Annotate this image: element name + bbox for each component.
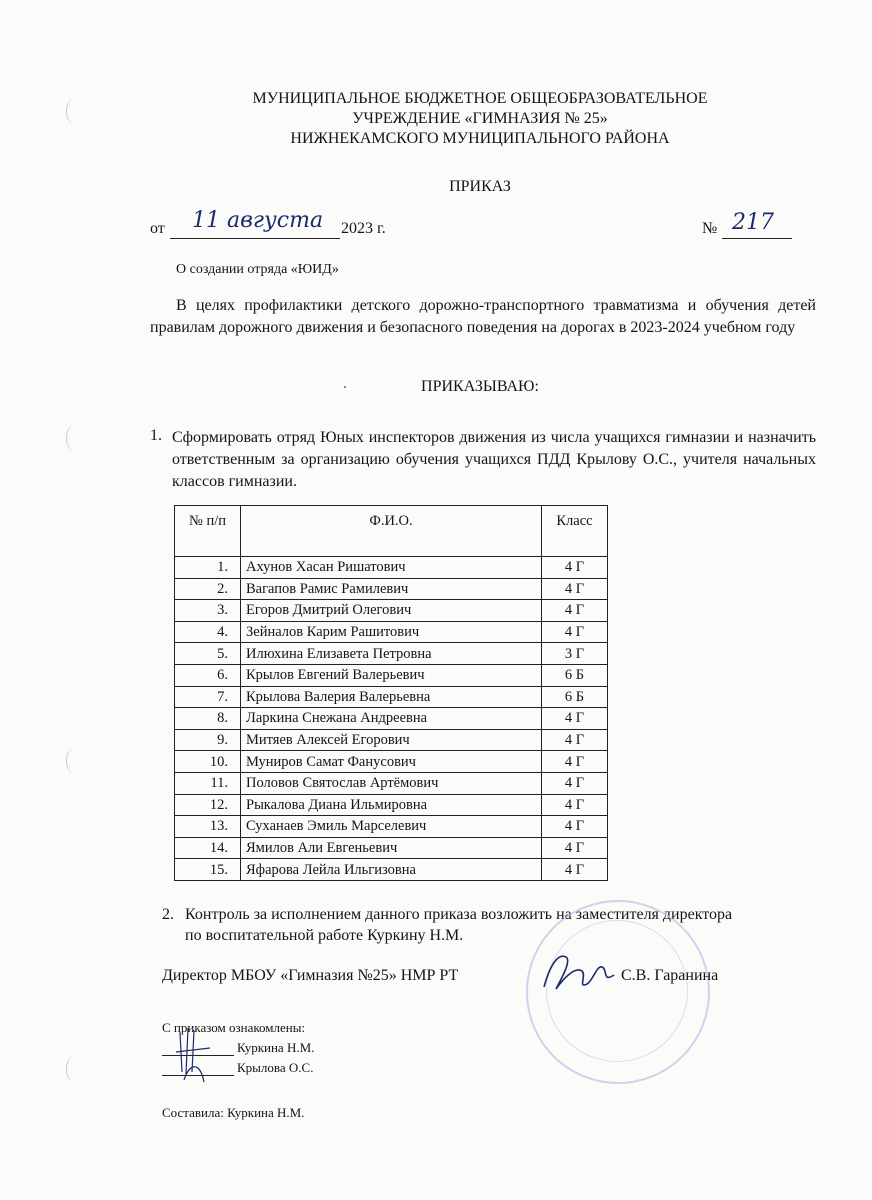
row-num: 12. [175, 794, 241, 816]
row-class: 4 Г [542, 621, 608, 643]
row-class: 4 Г [542, 837, 608, 859]
compiled-by: Составила: Куркина Н.М. [162, 1105, 305, 1120]
table-row [175, 859, 608, 881]
number-prefix: № [702, 220, 718, 237]
table-row [175, 557, 608, 579]
row-name: Ахунов Хасан Ришатович [241, 557, 542, 579]
row-num: 8. [175, 708, 241, 730]
row-class: 6 Б [542, 664, 608, 686]
row-name: Муниров Самат Фанусович [241, 751, 542, 773]
row-class: 4 Г [542, 729, 608, 751]
header-num: № п/п [175, 506, 241, 557]
director-position: Директор МБОУ «Гимназия №25» НМР РТ [162, 967, 459, 984]
row-num: 2. [175, 578, 241, 600]
row-name: Вагапов Рамис Рамилевич [241, 578, 542, 600]
table-row [175, 751, 608, 773]
row-name: Зейналов Карим Рашитович [241, 621, 542, 643]
preamble-paragraph [150, 295, 816, 339]
row-class: 4 Г [542, 557, 608, 579]
date-year: 2023 г. [341, 220, 386, 237]
org-name-line2: УЧРЕЖДЕНИЕ «ГИМНАЗИЯ № 25» [352, 110, 608, 127]
row-name: Ларкина Снежана Андреевна [241, 708, 542, 730]
table-row [175, 816, 608, 838]
row-num: 1. [175, 557, 241, 579]
order-subject: О создании отряда «ЮИД» [176, 262, 339, 277]
item1-paragraph [172, 427, 816, 493]
item2-number: 2. [162, 906, 174, 923]
number-underline [722, 238, 792, 239]
table-header-row [175, 506, 608, 557]
row-num: 11. [175, 772, 241, 794]
row-num: 6. [175, 664, 241, 686]
table-row [175, 772, 608, 794]
item1-text: Сформировать отряд Юных инспекторов движения из числа учащихся гимназии и назначить ответственным за организацию обучения учащихся ПДД Крылову О.С., учителя начальных классов гимназии. [172, 429, 816, 490]
table-row [175, 729, 608, 751]
row-name: Половов Святослав Артёмович [241, 772, 542, 794]
table-row [175, 664, 608, 686]
order-number-handwritten: 217 [732, 210, 774, 235]
row-class: 4 Г [542, 859, 608, 881]
table-row [175, 621, 608, 643]
row-num: 14. [175, 837, 241, 859]
table-row [175, 600, 608, 622]
date-handwritten: 11 августа [192, 208, 324, 233]
row-num: 5. [175, 643, 241, 665]
header-name: Ф.И.О. [241, 506, 542, 557]
date-underline [170, 238, 340, 239]
row-name: Крылов Евгений Валерьевич [241, 664, 542, 686]
header-class: Класс [542, 506, 608, 557]
row-class: 4 Г [542, 772, 608, 794]
ack-person-1: Куркина Н.М. [237, 1040, 315, 1055]
row-name: Ямилов Али Евгеньевич [241, 837, 542, 859]
row-class: 6 Б [542, 686, 608, 708]
row-num: 10. [175, 751, 241, 773]
item1-number: 1. [150, 427, 162, 444]
ack-person-2: Крылова О.С. [237, 1060, 314, 1075]
yid-roster-table [174, 505, 608, 881]
row-class: 3 Г [542, 643, 608, 665]
row-class: 4 Г [542, 794, 608, 816]
director-name: С.В. Гаранина [621, 967, 719, 984]
preamble-text: В целях профилактики детского дорожно-транспортного травматизма и обучения детей правилам дорожного движения и безопасного поведения на дорогах в 2023-2024 учебном году [150, 297, 816, 336]
ack-title: С приказом ознакомлены: [162, 1020, 306, 1035]
row-num: 3. [175, 600, 241, 622]
item2-line2: по воспитательной работе Куркину Н.М. [185, 927, 464, 944]
row-class: 4 Г [542, 600, 608, 622]
row-class: 4 Г [542, 751, 608, 773]
org-name-line1: МУНИЦИПАЛЬНОЕ БЮДЖЕТНОЕ ОБЩЕОБРАЗОВАТЕЛЬНОЕ [252, 90, 708, 107]
org-name-line3: НИЖНЕКАМСКОГО МУНИЦИПАЛЬНОГО РАЙОНА [290, 130, 670, 147]
row-class: 4 Г [542, 816, 608, 838]
table-row [175, 794, 608, 816]
row-class: 4 Г [542, 708, 608, 730]
document-type: ПРИКАЗ [449, 178, 511, 195]
row-name: Илюхина Елизавета Петровна [241, 643, 542, 665]
date-prefix: от [150, 220, 165, 237]
table-row [175, 686, 608, 708]
row-num: 4. [175, 621, 241, 643]
row-num: 13. [175, 816, 241, 838]
table-row [175, 708, 608, 730]
row-name: Рыкалова Диана Ильмировна [241, 794, 542, 816]
row-num: 7. [175, 686, 241, 708]
row-name: Суханаев Эмиль Марселевич [241, 816, 542, 838]
item2-line1: Контроль за исполнением данного приказа возложить на заместителя директора [185, 906, 733, 923]
punch-hole-mark [66, 1056, 83, 1082]
table-row [175, 837, 608, 859]
punch-hole-mark [66, 748, 83, 774]
row-name: Крылова Валерия Валерьевна [241, 686, 542, 708]
ack-signatures [170, 1022, 230, 1092]
row-num: 9. [175, 729, 241, 751]
table-row [175, 643, 608, 665]
order-word: ПРИКАЗЫВАЮ: [421, 378, 539, 395]
stray-dot [344, 386, 346, 388]
row-name: Яфарова Лейла Ильгизовна [241, 859, 542, 881]
table-row [175, 578, 608, 600]
director-signature [536, 945, 626, 1000]
punch-hole-mark [66, 425, 83, 451]
row-name: Митяев Алексей Егорович [241, 729, 542, 751]
row-name: Егоров Дмитрий Олегович [241, 600, 542, 622]
row-num: 15. [175, 859, 241, 881]
row-class: 4 Г [542, 578, 608, 600]
